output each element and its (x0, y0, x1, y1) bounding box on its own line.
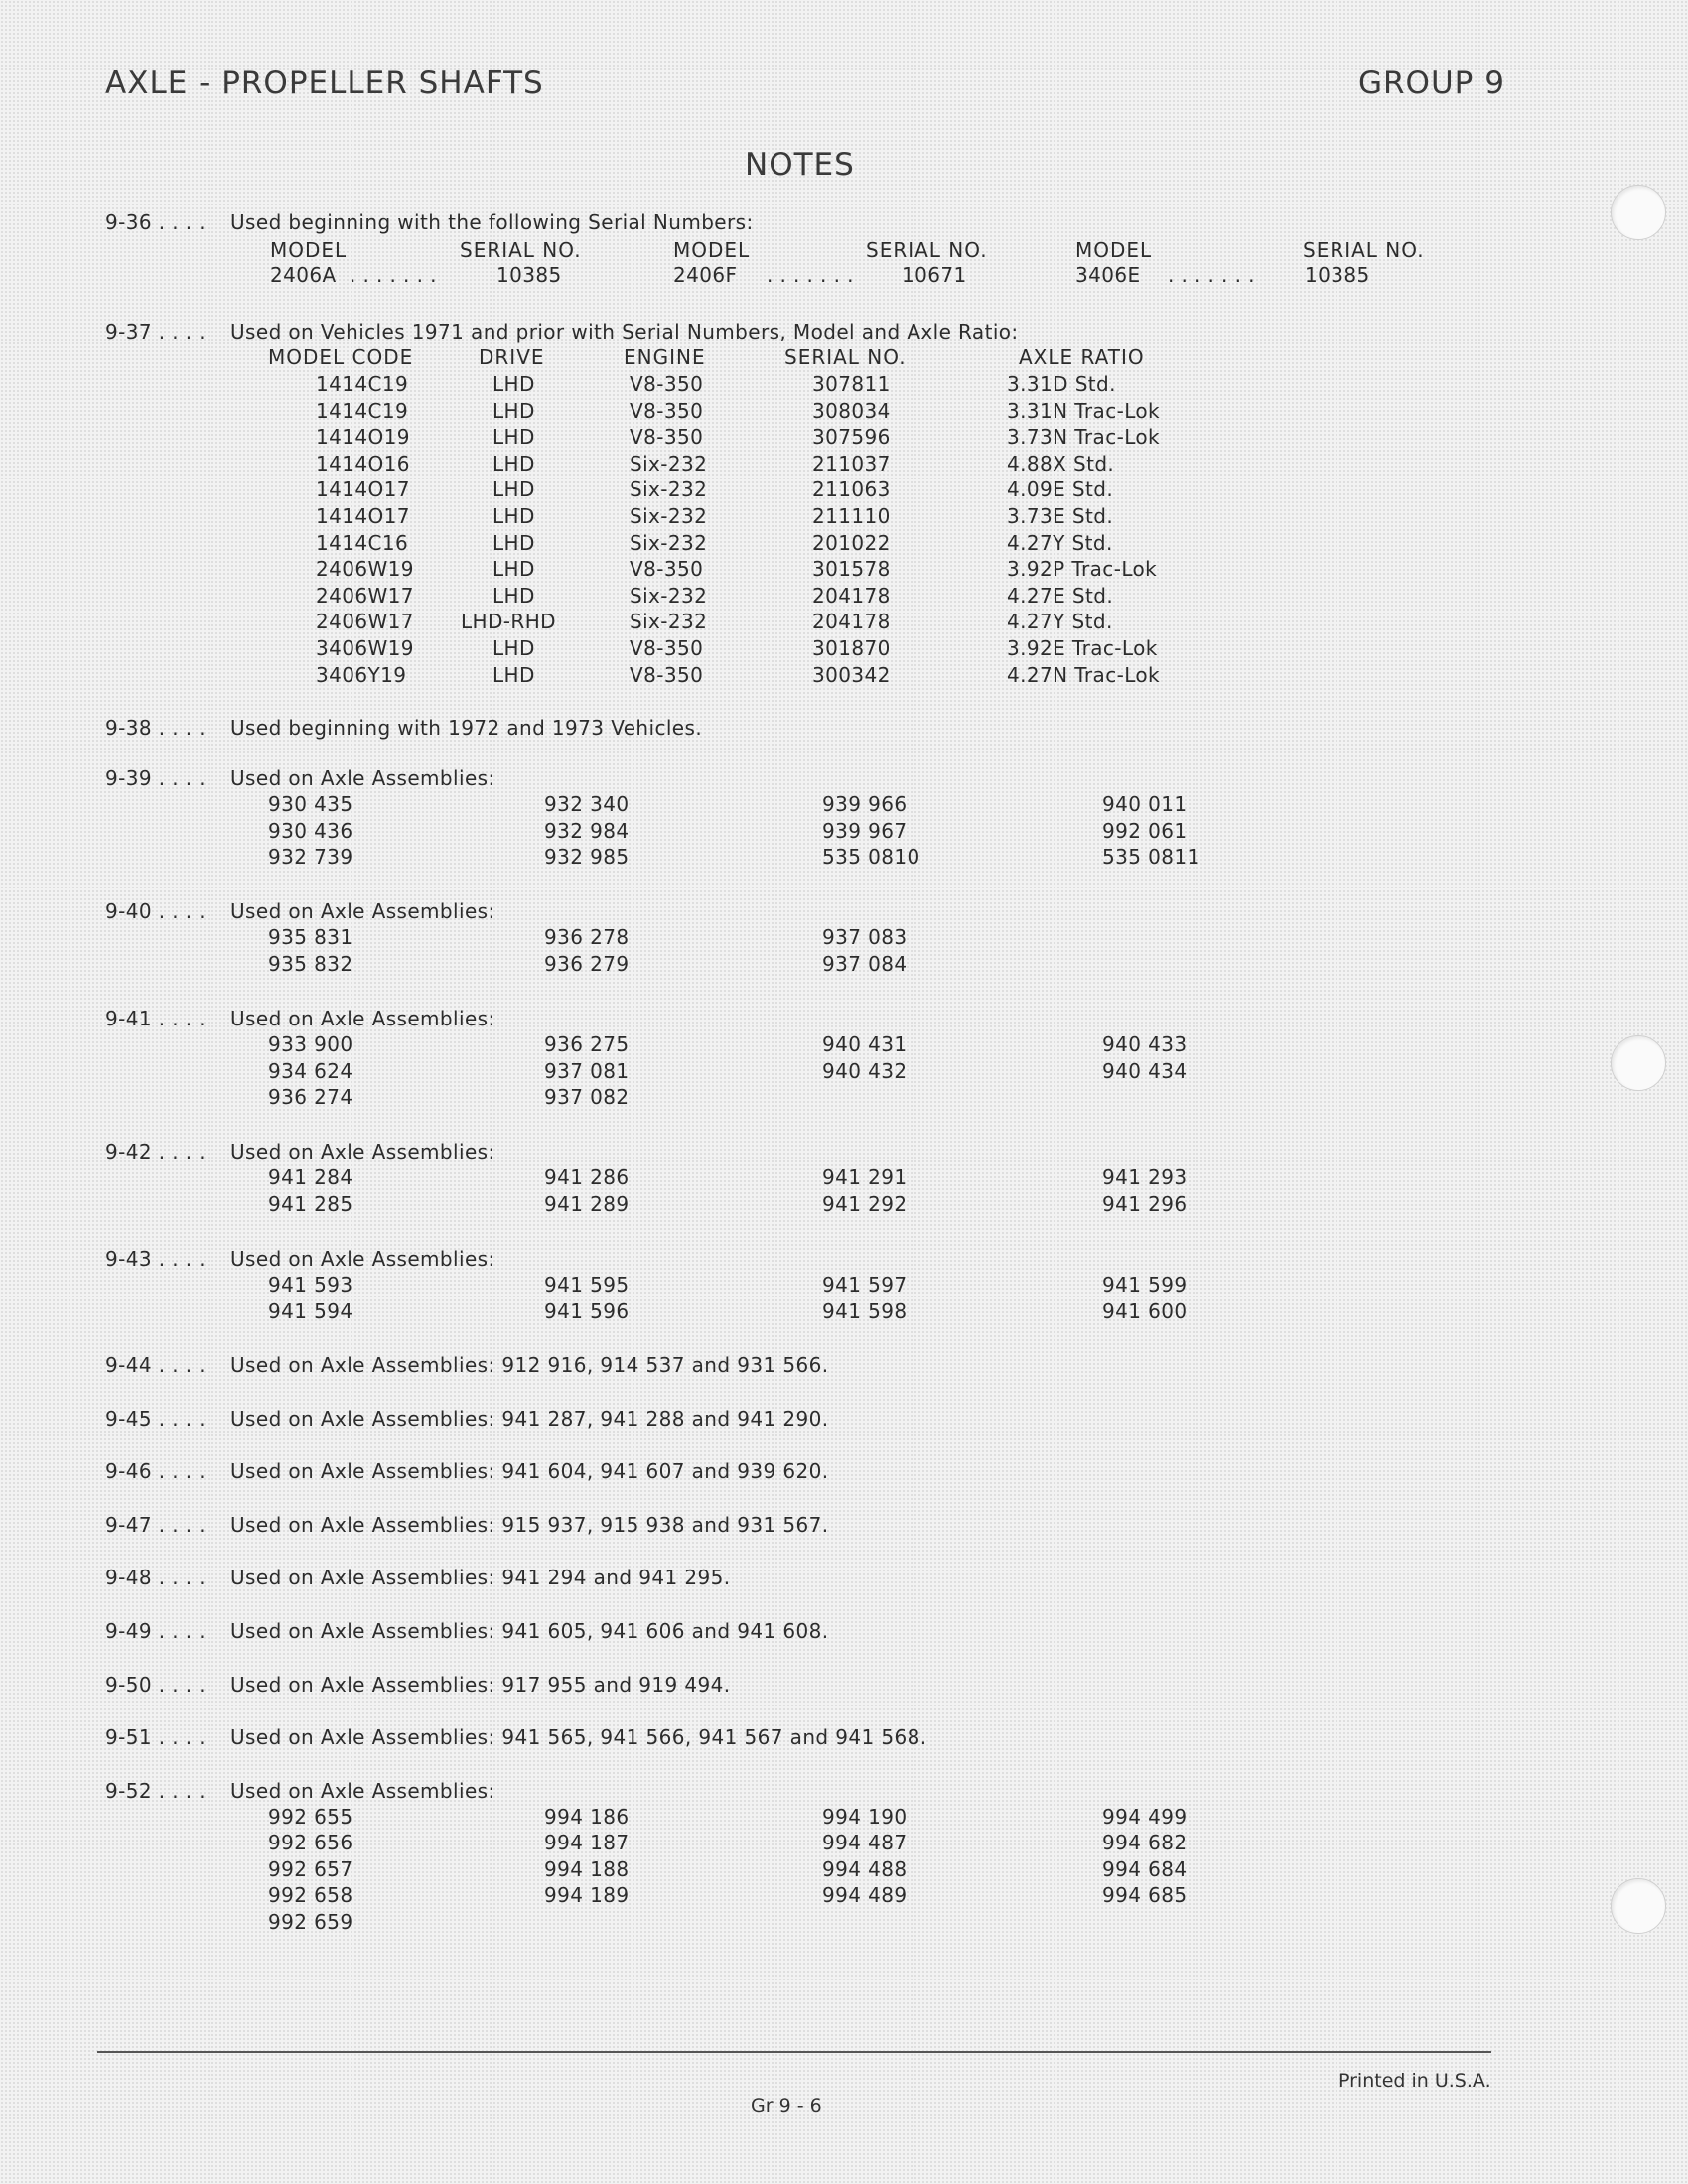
axle-assembly-number: 941 296 (1102, 1191, 1188, 1216)
axle-assembly-number: 994 189 (544, 1883, 630, 1908)
axle-ratio-cell: 4.09E Std. (1007, 478, 1114, 502)
axle-assembly-number: 941 284 (268, 1165, 353, 1189)
axle-assembly-number: 933 900 (268, 1032, 353, 1056)
axle-assembly-number: 994 186 (544, 1805, 630, 1829)
axle-ratio-cell: 3.92E Trac-Lok (1007, 636, 1158, 660)
axle-ratio-cell: 4.27Y Std. (1007, 610, 1113, 634)
serial-cell: 211037 (812, 451, 891, 476)
note-text: Used on Axle Assemblies: 941 287, 941 288 and 941 290. (230, 1406, 829, 1431)
col-header-serial-2: SERIAL NO. (866, 238, 988, 262)
note-text: Used on Axle Assemblies: 941 294 and 941 295. (230, 1566, 731, 1590)
col-header-model-1: MODEL (270, 238, 348, 262)
axle-assembly-number: 941 596 (544, 1298, 630, 1323)
axle-ratio-cell: 4.88X Std. (1007, 451, 1115, 476)
axle-assembly-number: 934 624 (268, 1058, 353, 1083)
binder-hole-middle (1611, 1035, 1666, 1091)
note-text: Used on Axle Assemblies: 941 605, 941 606 and 941 608. (230, 1619, 829, 1643)
engine-cell: Six-232 (630, 451, 708, 476)
note-label: 9-40 . . . . (105, 899, 207, 923)
axle-assembly-number: 941 291 (822, 1165, 908, 1189)
drive-cell: LHD (492, 451, 535, 476)
engine-cell: Six-232 (630, 478, 708, 502)
axle-assembly-number: 992 659 (268, 1909, 353, 1934)
engine-cell: Six-232 (630, 610, 708, 634)
model-code-cell: 1414C19 (316, 372, 409, 396)
engine-cell: V8-350 (630, 636, 704, 660)
note-text: Used on Axle Assemblies: (230, 1140, 495, 1163)
axle-assembly-number: 994 188 (544, 1856, 630, 1881)
engine-cell: Six-232 (630, 583, 708, 608)
axle-assembly-number: 932 985 (544, 845, 630, 869)
col-header-model-3: MODEL (1075, 238, 1153, 262)
model-code-cell: 1414O16 (316, 451, 410, 476)
model-value-1: 2406A (270, 263, 337, 287)
axle-ratio-cell: 4.27E Std. (1007, 583, 1114, 608)
engine-cell: Six-232 (630, 530, 708, 555)
note-text: Used on Vehicles 1971 and prior with Serial Numbers, Model and Axle Ratio: (230, 320, 1019, 343)
axle-ratio-cell: 3.73E Std. (1007, 504, 1114, 528)
axle-assembly-number: 941 595 (544, 1273, 630, 1297)
model-code-cell: 1414O19 (316, 425, 410, 450)
axle-assembly-number: 992 656 (268, 1831, 353, 1855)
axle-ratio-cell: 3.73N Trac-Lok (1007, 425, 1161, 450)
axle-assembly-number: 932 984 (544, 818, 630, 843)
axle-assembly-number: 994 499 (1102, 1805, 1188, 1829)
axle-assembly-number: 941 599 (1102, 1273, 1188, 1297)
axle-assembly-number: 940 011 (1102, 792, 1188, 816)
note-text: Used beginning with the following Serial Numbers: (230, 210, 754, 234)
serial-cell: 201022 (812, 530, 891, 555)
axle-assembly-number: 940 432 (822, 1058, 908, 1083)
axle-ratio-cell: 4.27N Trac-Lok (1007, 662, 1161, 687)
note-label: 9-51 . . . . (105, 1725, 207, 1750)
note-text: Used on Axle Assemblies: 941 565, 941 566, 941 567 and 941 568. (230, 1725, 927, 1750)
note-text: Used on Axle Assemblies: 917 955 and 919 494. (230, 1672, 731, 1697)
axle-assembly-number: 994 190 (822, 1805, 908, 1829)
serial-cell: 204178 (812, 610, 891, 634)
axle-assembly-number: 941 593 (268, 1273, 353, 1297)
note-label: 9-38 . . . . (105, 716, 207, 740)
engine-cell: V8-350 (630, 372, 704, 396)
serial-cell: 301870 (812, 636, 891, 660)
serial-cell: 300342 (812, 662, 891, 687)
leader-dots: . . . . . . . (350, 263, 437, 287)
col-header-model-2: MODEL (673, 238, 751, 262)
axle-ratio-cell: 3.92P Trac-Lok (1007, 557, 1158, 582)
engine-cell: V8-350 (630, 557, 704, 582)
axle-assembly-number: 935 831 (268, 925, 353, 949)
serial-cell: 204178 (812, 583, 891, 608)
axle-assembly-number: 535 0811 (1102, 845, 1200, 869)
axle-assembly-number: 936 278 (544, 925, 630, 949)
axle-assembly-number: 994 488 (822, 1856, 908, 1881)
note-label: 9-43 . . . . (105, 1247, 207, 1271)
axle-assembly-number: 941 597 (822, 1273, 908, 1297)
col-header-drive: DRIVE (479, 345, 545, 369)
note-text: Used on Axle Assemblies: 915 937, 915 938 and 931 567. (230, 1512, 829, 1537)
model-code-cell: 1414O17 (316, 478, 410, 502)
axle-assembly-number: 992 657 (268, 1856, 353, 1881)
axle-assembly-number: 941 600 (1102, 1298, 1188, 1323)
page-number: Gr 9 - 6 (751, 2095, 822, 2116)
note-label: 9-45 . . . . (105, 1406, 207, 1431)
axle-assembly-number: 535 0810 (822, 845, 920, 869)
serial-cell: 301578 (812, 557, 891, 582)
note-label: 9-49 . . . . (105, 1619, 207, 1643)
axle-assembly-number: 994 187 (544, 1831, 630, 1855)
model-value-3: 3406E (1075, 263, 1141, 287)
drive-cell: LHD (492, 636, 535, 660)
model-value-2: 2406F (673, 263, 738, 287)
drive-cell: LHD-RHD (461, 610, 556, 634)
note-label: 9-46 . . . . (105, 1459, 207, 1484)
axle-ratio-cell: 3.31N Trac-Lok (1007, 398, 1161, 423)
axle-assembly-number: 992 061 (1102, 818, 1188, 843)
axle-assembly-number: 930 435 (268, 792, 353, 816)
axle-assembly-number: 941 286 (544, 1165, 630, 1189)
note-text: Used on Axle Assemblies: (230, 766, 495, 790)
note-text: Used on Axle Assemblies: 912 916, 914 537 and 931 566. (230, 1353, 829, 1377)
axle-assembly-number: 941 289 (544, 1191, 630, 1216)
note-label: 9-41 . . . . (105, 1007, 207, 1030)
note-label: 9-42 . . . . (105, 1140, 207, 1163)
note-label: 9-39 . . . . (105, 766, 207, 790)
engine-cell: V8-350 (630, 425, 704, 450)
axle-ratio-cell: 3.31D Std. (1007, 372, 1116, 396)
footer-rule (97, 2051, 1491, 2053)
axle-assembly-number: 941 292 (822, 1191, 908, 1216)
binder-hole-top (1611, 185, 1666, 240)
axle-assembly-number: 932 739 (268, 845, 353, 869)
drive-cell: LHD (492, 372, 535, 396)
model-code-cell: 2406W17 (316, 610, 414, 634)
note-text: Used on Axle Assemblies: (230, 899, 495, 923)
axle-assembly-number: 936 275 (544, 1032, 630, 1056)
axle-assembly-number: 936 279 (544, 951, 630, 976)
note-text: Used beginning with 1972 and 1973 Vehicles. (230, 716, 703, 740)
axle-assembly-number: 994 487 (822, 1831, 908, 1855)
drive-cell: LHD (492, 504, 535, 528)
note-label: 9-52 . . . . (105, 1779, 207, 1803)
axle-assembly-number: 992 655 (268, 1805, 353, 1829)
axle-assembly-number: 930 436 (268, 818, 353, 843)
axle-assembly-number: 937 081 (544, 1058, 630, 1083)
axle-assembly-number: 940 434 (1102, 1058, 1188, 1083)
axle-assembly-number: 940 431 (822, 1032, 908, 1056)
axle-assembly-number: 994 684 (1102, 1856, 1188, 1881)
drive-cell: LHD (492, 478, 535, 502)
note-label: 9-50 . . . . (105, 1672, 207, 1697)
axle-assembly-number: 994 682 (1102, 1831, 1188, 1855)
note-label: 9-37 . . . . (105, 320, 207, 343)
axle-assembly-number: 941 594 (268, 1298, 353, 1323)
model-code-cell: 1414C16 (316, 530, 409, 555)
axle-assembly-number: 941 598 (822, 1298, 908, 1323)
note-text: Used on Axle Assemblies: (230, 1007, 495, 1030)
col-header-serial-no: SERIAL NO. (784, 345, 907, 369)
serial-value-1: 10385 (496, 263, 562, 287)
leader-dots: . . . . . . . (767, 263, 854, 287)
col-header-serial-3: SERIAL NO. (1303, 238, 1425, 262)
drive-cell: LHD (492, 662, 535, 687)
note-label: 9-47 . . . . (105, 1512, 207, 1537)
note-label: 9-48 . . . . (105, 1566, 207, 1590)
drive-cell: LHD (492, 425, 535, 450)
note-label: 9-44 . . . . (105, 1353, 207, 1377)
axle-assembly-number: 932 340 (544, 792, 630, 816)
engine-cell: V8-350 (630, 398, 704, 423)
model-code-cell: 2406W17 (316, 583, 414, 608)
axle-assembly-number: 994 489 (822, 1883, 908, 1908)
axle-assembly-number: 937 082 (544, 1085, 630, 1109)
leader-dots: . . . . . . . (1168, 263, 1255, 287)
axle-assembly-number: 939 966 (822, 792, 908, 816)
axle-assembly-number: 941 293 (1102, 1165, 1188, 1189)
axle-assembly-number: 935 832 (268, 951, 353, 976)
model-code-cell: 3406Y19 (316, 662, 407, 687)
note-label: 9-36 . . . . (105, 210, 207, 234)
serial-value-3: 10385 (1305, 263, 1370, 287)
printed-in-usa: Printed in U.S.A. (1338, 2070, 1491, 2092)
note-text: Used on Axle Assemblies: 941 604, 941 607 and 939 620. (230, 1459, 829, 1484)
axle-assembly-number: 994 685 (1102, 1883, 1188, 1908)
col-header-serial-1: SERIAL NO. (460, 238, 582, 262)
axle-assembly-number: 939 967 (822, 818, 908, 843)
note-text: Used on Axle Assemblies: (230, 1779, 495, 1803)
drive-cell: LHD (492, 398, 535, 423)
axle-assembly-number: 937 084 (822, 951, 908, 976)
axle-assembly-number: 992 658 (268, 1883, 353, 1908)
note-text: Used on Axle Assemblies: (230, 1247, 495, 1271)
col-header-engine: ENGINE (624, 345, 706, 369)
drive-cell: LHD (492, 557, 535, 582)
axle-assembly-number: 936 274 (268, 1085, 353, 1109)
axle-assembly-number: 941 285 (268, 1191, 353, 1216)
model-code-cell: 1414O17 (316, 504, 410, 528)
axle-ratio-cell: 4.27Y Std. (1007, 530, 1113, 555)
drive-cell: LHD (492, 583, 535, 608)
col-header-model-code: MODEL CODE (268, 345, 414, 369)
axle-assembly-number: 940 433 (1102, 1032, 1188, 1056)
group-label: GROUP 9 (1358, 66, 1505, 101)
serial-cell: 211063 (812, 478, 891, 502)
model-code-cell: 1414C19 (316, 398, 409, 423)
binder-hole-bottom (1611, 1878, 1666, 1934)
serial-cell: 307596 (812, 425, 891, 450)
model-code-cell: 2406W19 (316, 557, 414, 582)
page-header-title: AXLE - PROPELLER SHAFTS (105, 66, 544, 101)
engine-cell: Six-232 (630, 504, 708, 528)
serial-value-2: 10671 (902, 263, 967, 287)
serial-cell: 308034 (812, 398, 891, 423)
model-code-cell: 3406W19 (316, 636, 414, 660)
drive-cell: LHD (492, 530, 535, 555)
serial-cell: 211110 (812, 504, 891, 528)
engine-cell: V8-350 (630, 662, 704, 687)
col-header-axle-ratio: AXLE RATIO (1019, 345, 1145, 369)
serial-cell: 307811 (812, 372, 891, 396)
axle-assembly-number: 937 083 (822, 925, 908, 949)
section-title: NOTES (745, 147, 855, 183)
